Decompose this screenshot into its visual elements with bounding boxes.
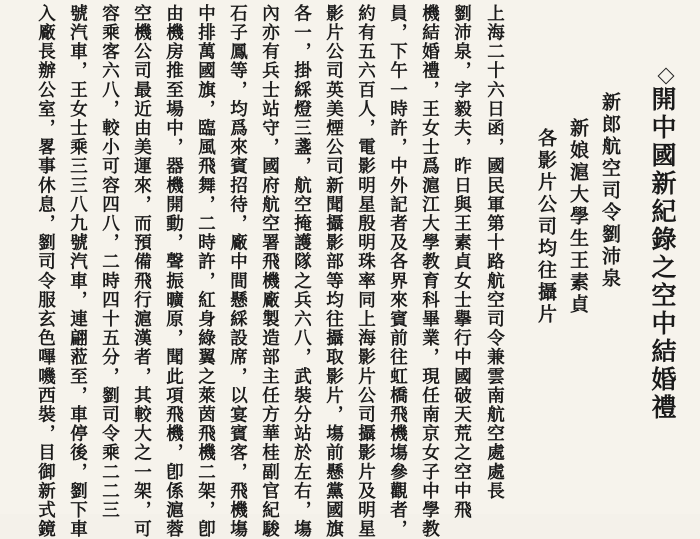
subtitle-groom: 新郎航空司令劉沛泉	[599, 92, 621, 290]
subtitle-bride: 新娘滬大學生王素貞	[567, 118, 589, 316]
article-title: 開中國新紀錄之空中結婚禮	[648, 86, 677, 422]
subtitle-film-companies: 各影片公司均往攝片	[535, 128, 557, 326]
body-column: 由機房推至場中，器機開動，聲振曠原，聞此項飛機，卽係滬蓉	[163, 4, 184, 539]
body-column: 容乘客六八，較小可容四八，二時四十五分，劉司令乘二二三	[99, 4, 120, 520]
body-column: 石子鳳等，均爲來賓招待，廠中間懸綵設席，以宴賓客，飛機塲	[227, 4, 248, 539]
body-column: 入廠長辦公室，畧事休息，劉司令服玄色嗶嘰西裝，目御新式鏡	[35, 4, 56, 539]
body-column: 影片公司英美煙公司新聞攝影部等均往攝取影片，塲前懸黨國旗	[323, 4, 344, 539]
body-column: 劉沛泉，字毅夫，昨日與王素貞女士擧行中國破天荒之空中飛	[451, 4, 472, 520]
body-column: 內亦有兵士站守，國府航空署飛機廠製造部主任方華桂副官紀駿	[259, 4, 280, 539]
body-column: 員，下午一時許，中外記者及各界來賓前往虹橋飛機塲參觀者，	[387, 4, 408, 539]
body-column: 中排萬國旗，臨風飛舞，二時許，紅身綠翼之萊茵飛機二架，卽	[195, 4, 216, 539]
body-column: 機結婚禮，王女士爲滬江大學教育科畢業，現任南京女子中學教	[419, 4, 440, 539]
body-column: 上海二十六日函，國民軍第十路航空司令兼雲南航空處處長	[484, 4, 505, 501]
body-column: 號汽車，王女士乘三三八九號汽車，連翩蒞至，車停後，劉下車	[67, 4, 88, 539]
body-column: 各一，掛綵燈三盞，航空掩護隊之兵六八，武裝分站於左右，塲	[291, 4, 312, 539]
body-column: 約有五六百人，電影明星殷明珠率同上海影片公司攝影片及明星	[355, 4, 376, 539]
body-column: 空機公司最近由美運來，而預備飛行滬漢者，其較大之一架，可	[131, 4, 152, 539]
diamond-bullet-icon	[658, 68, 675, 85]
